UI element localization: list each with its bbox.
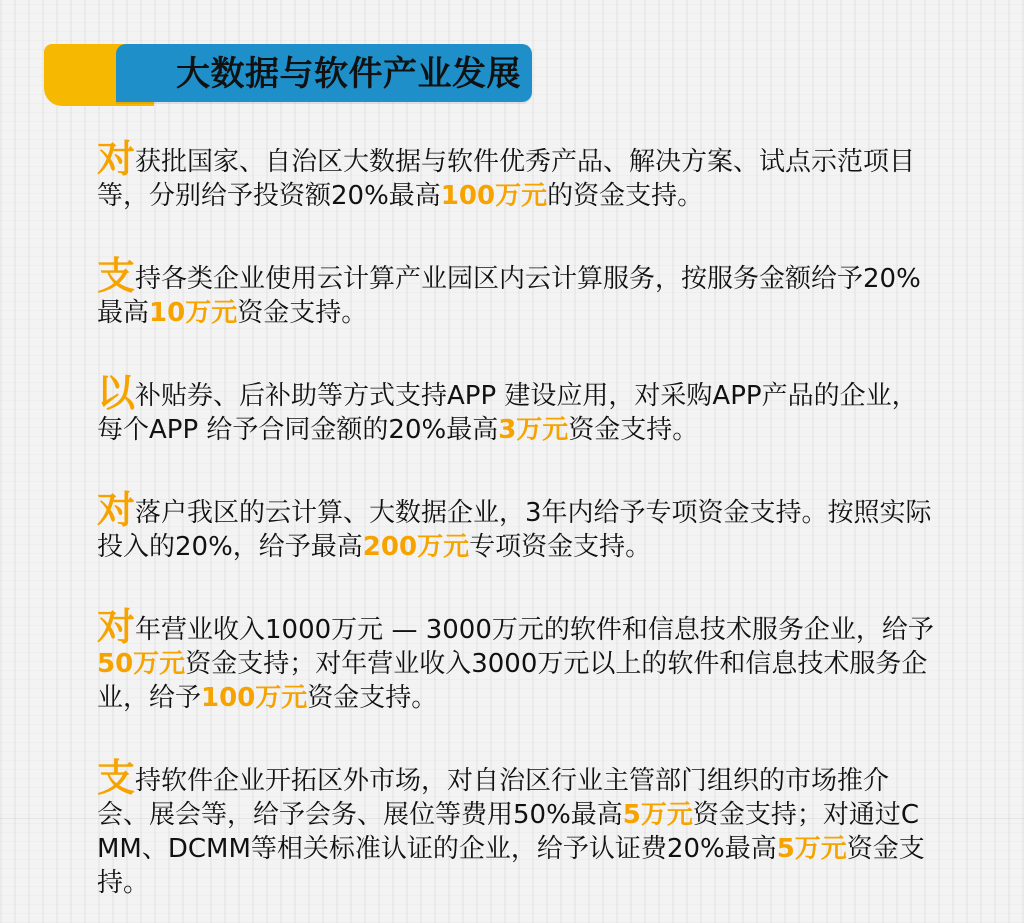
policy-text: 年营业收入1000万元 — 3000万元的软件和信息技术服务企业，给予	[135, 615, 934, 645]
policy-item	[97, 137, 937, 213]
policy-text: 资金支持；对年营业收入3000万元以上的软件和信息技术服务企业，给予	[97, 649, 928, 713]
policy-text: 的资金支持。	[547, 181, 704, 211]
highlight-amount: 200万元	[362, 532, 470, 562]
policy-lead-char: 对	[97, 488, 136, 532]
policy-list	[97, 137, 937, 900]
highlight-amount: 100万元	[440, 181, 548, 211]
policy-item	[97, 756, 937, 900]
policy-text: 获批国家、自治区大数据与软件优秀产品、解决方案、试点示范项目等，分别给予投资额20%最高	[97, 147, 916, 211]
policy-lead-char: 对	[97, 605, 136, 649]
policy-lead-char: 对	[97, 137, 136, 181]
policy-item	[97, 371, 937, 447]
page-title: 大数据与软件产业发展	[176, 54, 521, 94]
policy-text: 专项资金支持。	[469, 532, 652, 562]
policy-lead-char: 以	[97, 371, 136, 415]
highlight-amount: 5万元	[776, 834, 847, 864]
policy-text: 资金支持。	[237, 298, 368, 328]
policy-text: 资金支持。	[97, 834, 925, 898]
policy-text: 落户我区的云计算、大数据企业，3年内给予专项资金支持。按照实际投入的20%，给予最高	[97, 498, 932, 562]
policy-item	[97, 488, 937, 564]
policy-text: 补贴券、后补助等方式支持APP 建设应用，对采购APP产品的企业，每个APP 给予合同金额的20%最高	[97, 381, 918, 445]
highlight-amount: 50万元	[97, 649, 186, 679]
policy-text: 资金支持。	[307, 683, 438, 713]
policy-lead-char: 支	[97, 254, 136, 298]
policy-text: 持各类企业使用云计算产业园区内云计算服务，按服务金额给予20%最高	[97, 264, 921, 328]
policy-item	[97, 605, 937, 715]
policy-text: 持软件企业开拓区外市场，对自治区行业主管部门组织的市场推介会、展会等，给予会务、展位等费用50%最高	[97, 766, 890, 830]
policy-item	[97, 254, 937, 330]
highlight-amount: 100万元	[201, 683, 308, 713]
section-header	[44, 44, 532, 106]
policy-text: 资金支持；对通过CMM、DCMM等相关标准认证的企业，给予认证费20%最高	[97, 800, 920, 864]
highlight-amount: 5万元	[622, 800, 693, 830]
policy-lead-char: 支	[97, 756, 136, 800]
highlight-amount: 3万元	[498, 415, 569, 445]
policy-text: 资金支持。	[568, 415, 699, 445]
highlight-amount: 10万元	[149, 298, 238, 328]
